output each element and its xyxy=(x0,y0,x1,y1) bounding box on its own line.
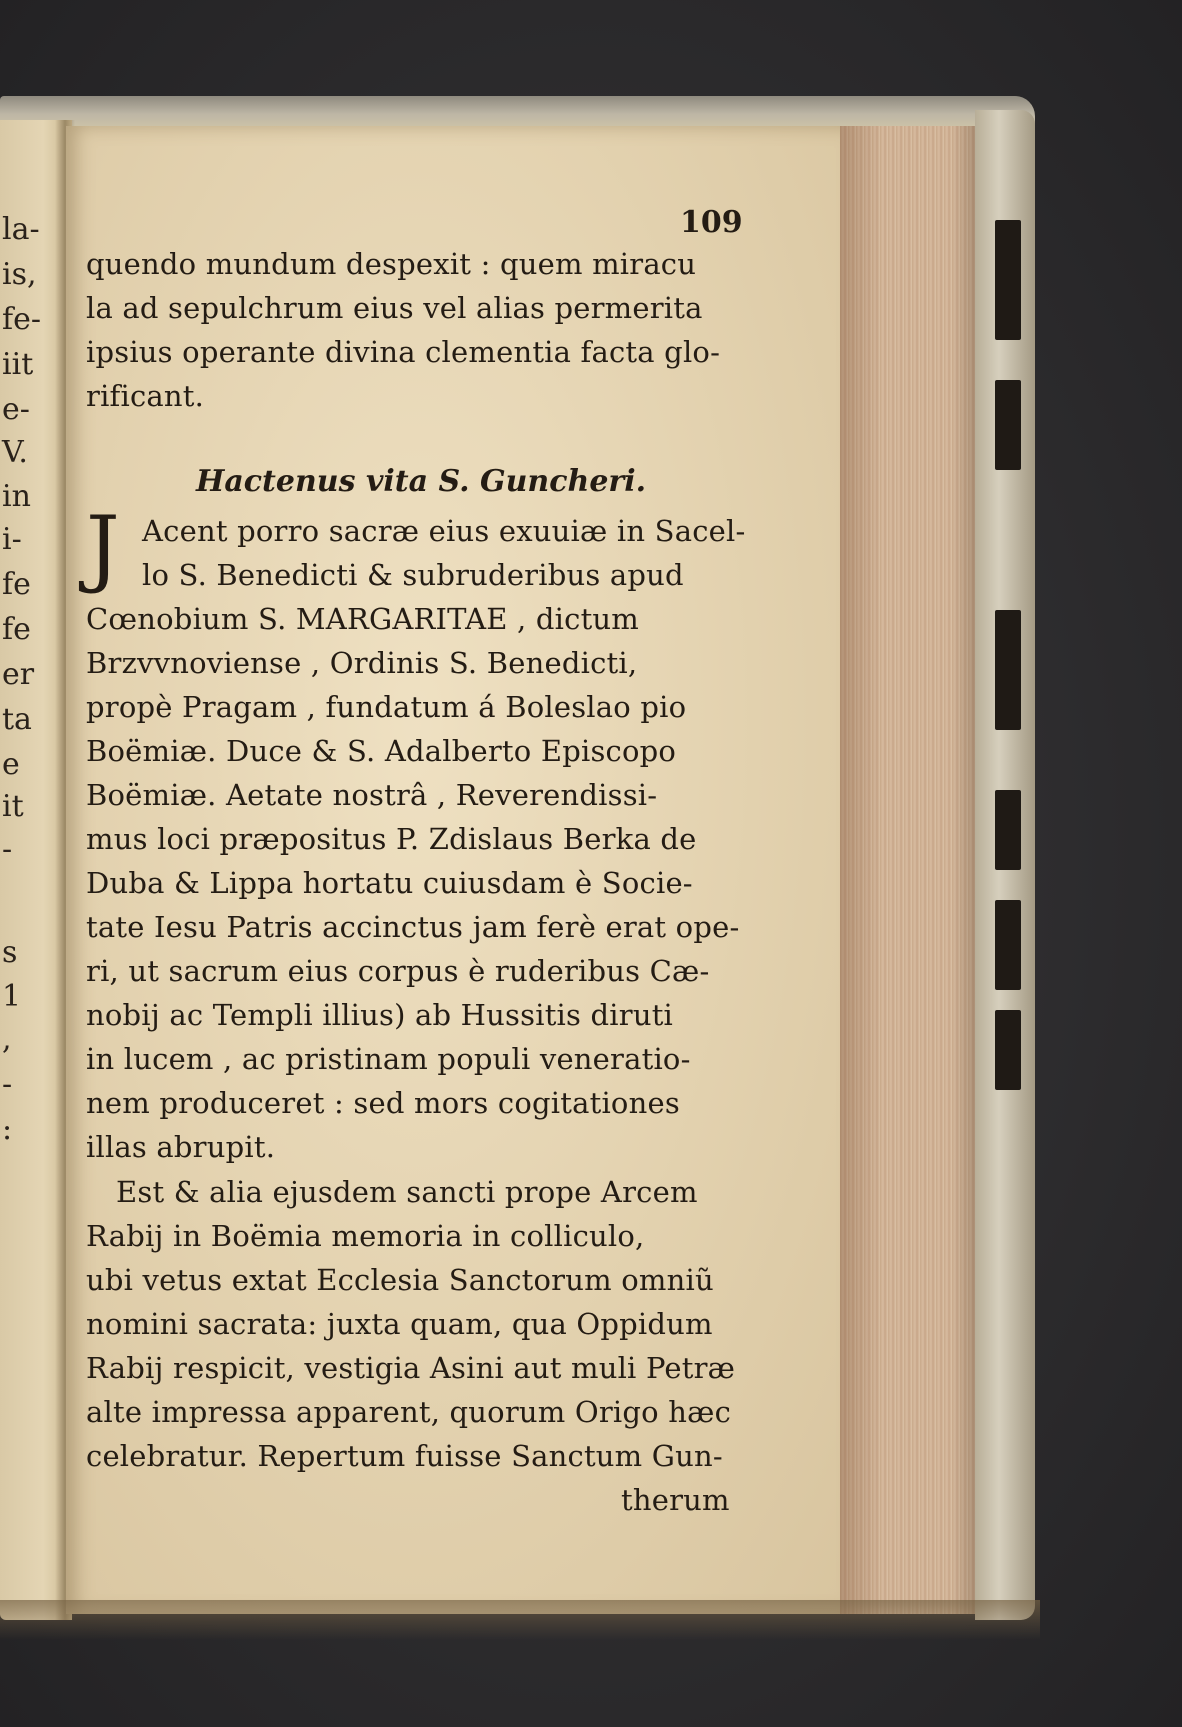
text-line: ubi vetus extat Ecclesia Sanctorum omniũ xyxy=(86,1263,714,1297)
section-heading: Hactenus vita S. Guncheri. xyxy=(196,464,647,499)
cover-writing-mark xyxy=(995,610,1021,730)
left-page-fragment: : xyxy=(2,1112,13,1147)
text-line: Boëmiæ. Duce & S. Adalberto Episcopo xyxy=(86,734,677,768)
text-line: propè Pragam , fundatum á Boleslao pio xyxy=(86,690,687,724)
cover-writing-mark xyxy=(995,790,1021,870)
left-page-fragment: er xyxy=(2,657,35,692)
text-line: la ad sepulchrum eius vel alias permerita xyxy=(86,291,703,325)
cover-writing-mark xyxy=(995,220,1021,340)
text-line: Duba & Lippa hortatu cuiusdam è Socie- xyxy=(86,866,693,900)
left-page-fragment: is, xyxy=(2,257,37,292)
text-line: Rabij in Boëmia memoria in colliculo, xyxy=(86,1219,645,1253)
cover-writing-mark xyxy=(995,900,1021,990)
text-line: rificant. xyxy=(86,379,205,413)
left-page-fragment: in xyxy=(2,479,31,514)
left-page-fragment: , xyxy=(2,1022,12,1057)
left-page-fragment: - xyxy=(2,832,13,867)
left-page-fragment: i- xyxy=(2,522,22,557)
left-page-fragment: fe- xyxy=(2,302,41,337)
text-line: ri, ut sacrum eius corpus è ruderibus Cæ- xyxy=(86,954,710,988)
left-page-fragment: e xyxy=(2,747,20,782)
text-line: Brzvvnoviense , Ordinis S. Benedicti, xyxy=(86,646,638,680)
page-edges xyxy=(840,126,980,1614)
text-line: Cœnobium S. MARGARITAE , dictum xyxy=(86,602,640,636)
text-line: ipsius operante divina clementia facta glo- xyxy=(86,335,721,369)
text-line: celebratur. Repertum fuisse Sanctum Gun- xyxy=(86,1439,723,1473)
left-page-fragment: la- xyxy=(2,212,40,247)
text-line: tate Iesu Patris accinctus jam ferè erat ope- xyxy=(86,910,740,944)
left-page-fragment: V. xyxy=(2,435,28,470)
cover-writing-mark xyxy=(995,1010,1021,1090)
page-number: 109 xyxy=(680,205,743,240)
text-line: Acent porro sacræ eius exuuiæ in Sacel- xyxy=(142,514,746,548)
cover-writing-mark xyxy=(995,380,1021,470)
left-page-fragment: s xyxy=(2,935,18,970)
catchword: therum xyxy=(621,1483,730,1517)
text-line: Est & alia ejusdem sancti prope Arcem xyxy=(116,1175,698,1209)
text-line: in lucem , ac pristinam populi veneratio- xyxy=(86,1042,691,1076)
left-page-fragment: 1 xyxy=(2,979,22,1014)
left-page-fragment: it xyxy=(2,789,24,824)
text-line: illas abrupit. xyxy=(86,1130,276,1164)
text-line: lo S. Benedicti & subruderibus apud xyxy=(142,558,684,592)
text-line: quendo mundum despexit : quem miracu xyxy=(86,247,697,281)
text-line: nem produceret : sed mors cogitationes xyxy=(86,1086,680,1120)
left-page-fragment: ta xyxy=(2,702,32,737)
text-line: mus loci præpositus P. Zdislaus Berka de xyxy=(86,822,697,856)
text-line: alte impressa apparent, quorum Origo hæc xyxy=(86,1395,732,1429)
text-line: Rabij respicit, vestigia Asini aut muli Petræ xyxy=(86,1351,736,1385)
left-page-fragment: e- xyxy=(2,392,30,427)
left-page-fragment: fe xyxy=(2,612,31,647)
left-page-fragment: - xyxy=(2,1067,13,1102)
drop-cap: J xyxy=(86,498,120,596)
left-page-fragment: iit xyxy=(2,347,34,382)
text-line: Boëmiæ. Aetate nostrâ , Reverendissi- xyxy=(86,778,658,812)
text-line: nobij ac Templi illius) ab Hussitis diruti xyxy=(86,998,674,1032)
back-cover xyxy=(975,110,1035,1620)
left-page-fragment: fe xyxy=(2,567,31,602)
book-bottom-edge xyxy=(0,1600,1040,1640)
text-line: nomini sacrata: juxta quam, qua Oppidum xyxy=(86,1307,713,1341)
